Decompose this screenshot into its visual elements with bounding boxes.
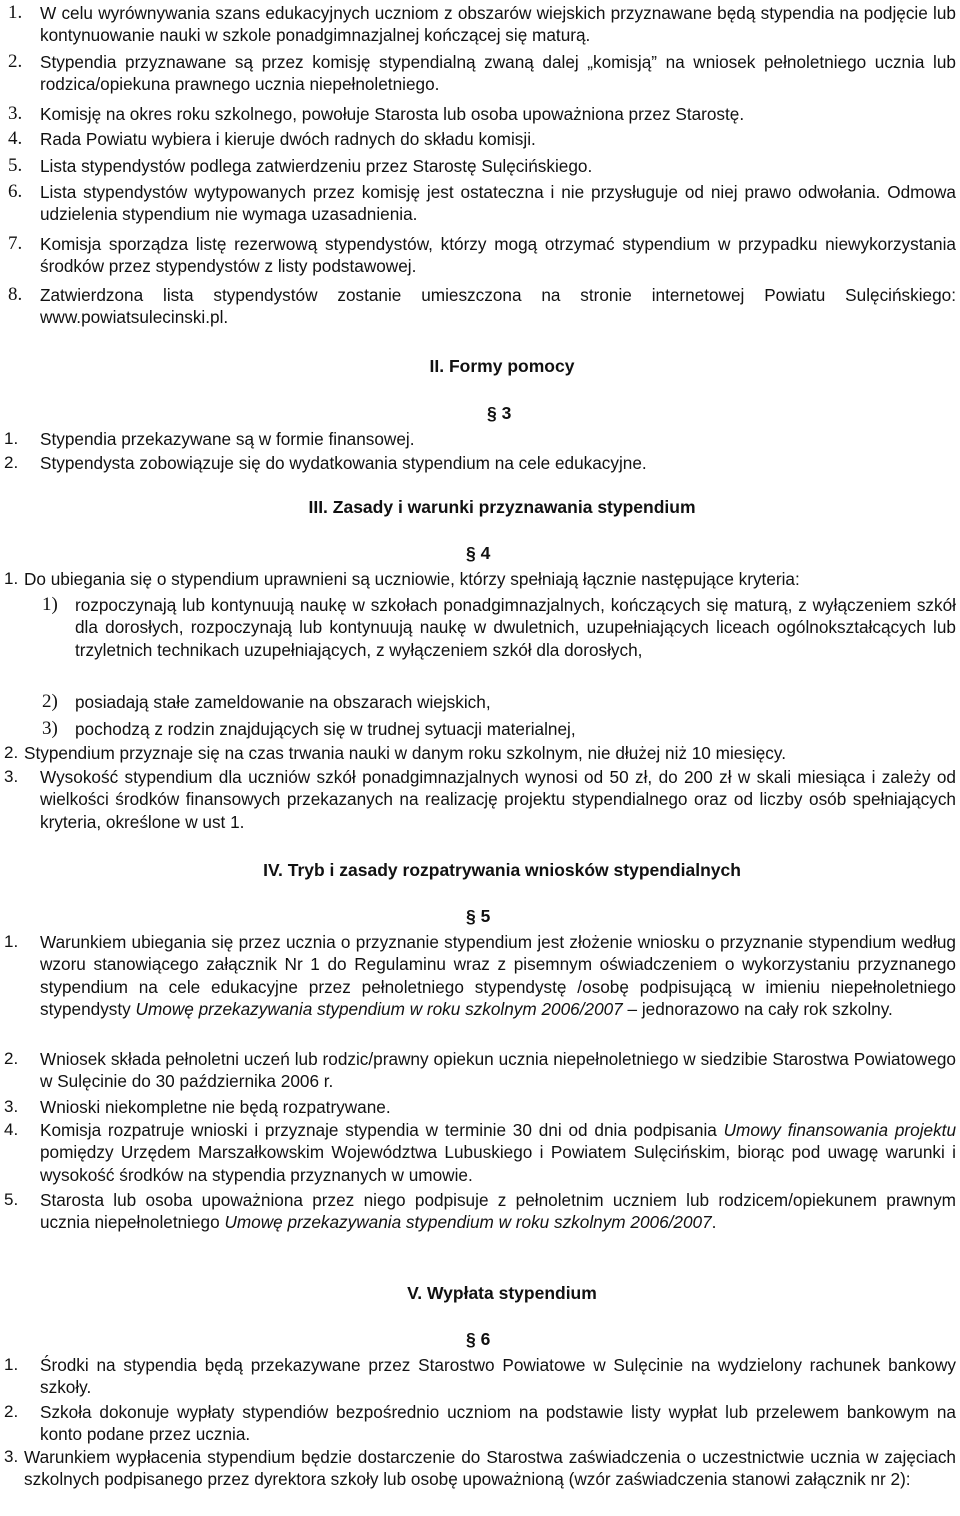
paragraph-mark: § 4 <box>466 543 491 563</box>
item-text: Komisja sporządza listę rezerwową stypendystów, którzy mogą otrzymać stypendium w przypadku niewykorzystania środków przez stypendystów z listy podstawowej. <box>40 234 956 277</box>
paragraph-number: 4 <box>480 543 491 563</box>
item-number: 2. <box>4 743 19 762</box>
item-number: 4. <box>4 1120 19 1139</box>
criteria-item <box>4 718 956 740</box>
item-text: pochodzą z rodzin znajdujących się w trudnej sytuacji materialnej, <box>75 719 576 739</box>
list-item <box>4 1354 956 1399</box>
list-item <box>4 181 956 226</box>
paragraph-mark: § 6 <box>466 1329 491 1349</box>
item-number: 1. <box>4 1355 19 1374</box>
list-item <box>4 2 956 47</box>
criteria-item <box>4 691 956 713</box>
item-number: 6. <box>8 181 23 202</box>
item-number: 1. <box>8 2 23 23</box>
item-text: Komisję na okres roku szkolnego, powołuje Starosta lub osoba upoważniona przez Starostę. <box>40 104 745 124</box>
list-item <box>4 128 956 150</box>
item-number: 4. <box>8 128 23 149</box>
list-item <box>4 931 956 1021</box>
item-number: 3. <box>8 103 23 124</box>
section-heading: IV. Tryb i zasady rozpatrywania wniosków stypendialnych <box>263 860 741 880</box>
text-segment: – jednorazowo na cały rok szkolny. <box>622 999 893 1020</box>
list-item <box>4 155 956 177</box>
item-text: Stypendia przyznawane są przez komisję stypendialną zwaną dalej „komisją” na wniosek pełnoletniego ucznia lub rodzica/opiekuna prawnego ucznia niepełnoletniego. <box>40 52 956 95</box>
list-item <box>4 1119 956 1186</box>
item-text: Wnioski niekompletne nie będą rozpatrywane. <box>40 1097 391 1117</box>
list-item <box>4 1401 956 1446</box>
item-number: 7. <box>8 233 23 254</box>
item-number: 2) <box>42 691 58 712</box>
item-number: 2. <box>4 1402 19 1421</box>
list-item <box>4 1446 956 1491</box>
item-number: 3) <box>42 718 58 739</box>
item-number: 2. <box>8 51 23 72</box>
list-item <box>4 284 956 329</box>
item-number: 1. <box>4 932 19 951</box>
paragraph-number: 3 <box>501 403 512 423</box>
item-number: 3. <box>4 1447 19 1466</box>
text-segment: . <box>711 1212 717 1233</box>
section-heading: II. Formy pomocy <box>429 356 575 376</box>
list-item <box>4 1048 956 1093</box>
list-item <box>4 1189 956 1234</box>
paragraph-mark: § 3 <box>487 403 512 423</box>
item-number: 1. <box>4 429 19 448</box>
item-number: 3. <box>4 767 19 786</box>
list-item <box>4 568 956 590</box>
item-text: Wysokość stypendium dla uczniów szkół ponadgimnazjalnych wynosi od 50 zł, do 200 zł w skali miesiąca i zależy od wielkości środków finansowych przekazanych na realizację projektu stypendialnego oraz od liczby osób spełniających kryteria, określone w ust 1. <box>40 767 956 832</box>
text-segment: Starosta lub osoba upoważniona przez niego podpisuje z pełnoletnim uczniem lub rodzicem/opiekunem prawnym ucznia niepełnoletniego <box>40 1190 956 1233</box>
list-item <box>4 233 956 278</box>
item-number: 8. <box>8 284 23 305</box>
paragraph-mark: § 5 <box>466 906 491 926</box>
item-number: 5. <box>8 155 23 176</box>
section-heading: III. Zasady i warunki przyznawania stypendium <box>308 497 696 517</box>
list-item <box>4 428 956 450</box>
item-text <box>40 1189 956 1234</box>
item-number: 1. <box>4 569 19 588</box>
item-text: Lista stypendystów wytypowanych przez komisję jest ostateczna i nie przysługuje od niej prawo odwołania. Odmowa udzielenia stypendium nie wymaga uzasadnienia. <box>40 182 956 225</box>
item-text: Szkoła dokonuje wypłaty stypendiów bezpośrednio uczniom na podstawie listy wypłat lub przelewem bankowym na konto podane przez ucznia. <box>40 1402 956 1445</box>
item-text: Lista stypendystów podlega zatwierdzeniu przez Starostę Sulęcińskiego. <box>40 156 593 176</box>
list-item <box>4 103 956 125</box>
item-text: Stypendysta zobowiązuje się do wydatkowania stypendium na cele edukacyjne. <box>40 453 647 473</box>
item-text <box>40 1119 956 1186</box>
list-item <box>4 51 956 96</box>
list-item <box>4 766 956 833</box>
item-number: 1) <box>42 594 58 615</box>
section-heading: V. Wypłata stypendium <box>407 1283 597 1303</box>
text-segment: Warunkiem ubiegania się przez ucznia o przyznanie stypendium jest złożenie wniosku o przyznanie stypendium według wzoru stanowiącego załącznik Nr 1 do Regulaminu wraz z pisemnym oświadczeniem o wykorzystaniu przyznanego stypendium na cele edukacyjne przez pełnoletniego stypendystę /osobę podpisującą w imieniu niepełnoletniego stypendysty <box>40 932 956 1020</box>
text-segment: Komisja rozpatruje wnioski i przyznaje stypendia w terminie 30 dni od dnia podpisania <box>40 1120 724 1140</box>
paragraph-number: 6 <box>480 1329 491 1349</box>
paragraph-number: 5 <box>480 906 491 926</box>
item-number: 3. <box>4 1097 19 1116</box>
text-segment: pomiędzy Urzędem Marszałkowskim Województwa Lubuskiego i Powiatem Sulęcińskim, biorąc pod uwagę warunki i wysokość środków na stypendia przyznanych w umowie. <box>40 1142 956 1185</box>
item-text: Rada Powiatu wybiera i kieruje dwóch radnych do składu komisji. <box>40 129 536 149</box>
item-text: W celu wyrównywania szans edukacyjnych uczniom z obszarów wiejskich przyznawane będą stypendia na podjęcie lub kontynuowanie nauki w szkole ponadgimnazjalnej kończącej się maturą. <box>40 3 956 46</box>
italic-text: Umowę przekazywania stypendium w roku szkolnym 2006/2007 <box>135 999 623 1020</box>
item-number: 5. <box>4 1190 19 1209</box>
item-text: Stypendia przekazywane są w formie finansowej. <box>40 429 415 449</box>
list-item <box>4 742 956 764</box>
item-text: rozpoczynają lub kontynuują naukę w szkołach ponadgimnazjalnych, kończących się maturą, z wyłączeniem szkół dla dorosłych, rozpoczynają lub kontynuują naukę w dwuletnich, uzupełniających liceach ogólnokształcących lub trzyletnich technikach uzupełniających, z wyłączeniem szkół dla dorosłych, <box>75 595 956 660</box>
item-text: Do ubiegania się o stypendium uprawnieni są uczniowie, którzy spełniają łącznie następujące kryteria: <box>24 569 800 589</box>
item-text: Wniosek składa pełnoletni uczeń lub rodzic/prawny opiekun ucznia niepełnoletniego w siedzibie Starostwa Powiatowego w Sulęcinie do 30 października 2006 r. <box>40 1049 956 1092</box>
item-text: Środki na stypendia będą przekazywane przez Starostwo Powiatowe w Sulęcinie na wydzielony rachunek bankowy szkoły. <box>40 1355 956 1398</box>
list-item <box>4 1096 956 1118</box>
item-text: Warunkiem wypłacenia stypendium będzie dostarczenie do Starostwa zaświadczenia o uczestnictwie ucznia w zajęciach szkolnych podpisanego przez dyrektora szkoły lub osobę upoważnioną (wzór zaświadczenia stanowi załącznik nr 2): <box>24 1447 956 1490</box>
item-text <box>40 931 956 1021</box>
italic-text: Umowę przekazywania stypendium w roku szkolnym 2006/2007 <box>224 1212 712 1233</box>
item-number: 2. <box>4 1049 19 1068</box>
list-item <box>4 452 956 474</box>
item-text: posiadają stałe zameldowanie na obszarach wiejskich, <box>75 692 491 712</box>
item-text: Stypendium przyznaje się na czas trwania nauki w danym roku szkolnym, nie dłużej niż 10 miesięcy. <box>24 743 786 763</box>
item-text: Zatwierdzona lista stypendystów zostanie umieszczona na stronie internetowej Powiatu Sulęcińskiego: www.powiatsulecinski.pl. <box>40 285 956 328</box>
criteria-item <box>4 594 956 661</box>
item-number: 2. <box>4 453 19 472</box>
italic-text: Umowy finansowania projektu <box>723 1120 956 1140</box>
